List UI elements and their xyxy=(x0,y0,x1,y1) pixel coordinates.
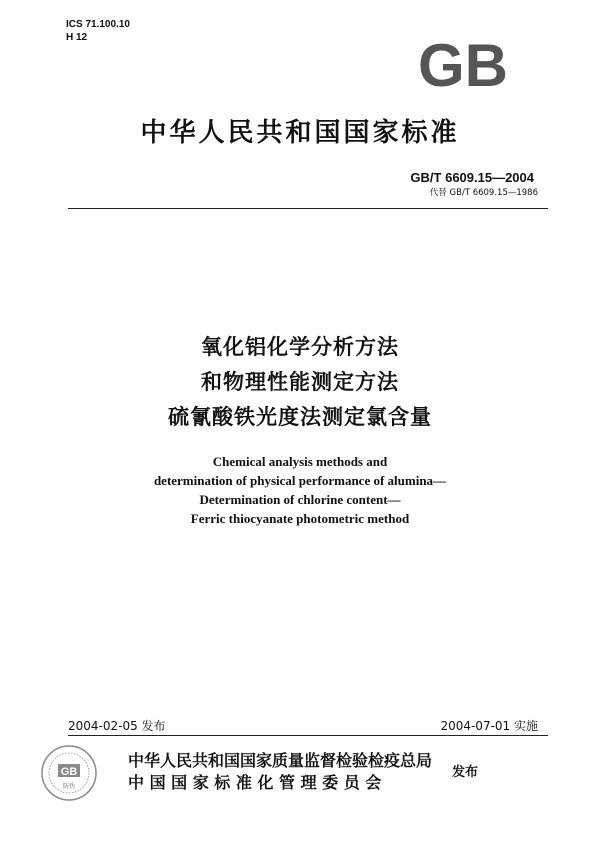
publish-label: 发布 xyxy=(452,765,479,780)
chinese-title-line: 氧化铝化学分析方法 xyxy=(201,335,399,359)
issuer-name: 中华人民共和国国家质量监督检验检疫总局 xyxy=(128,751,433,770)
issuing-authorities xyxy=(128,750,432,794)
english-title-line: Chemical analysis methods and xyxy=(212,454,388,469)
english-title-line: determination of physical performance of alumina— xyxy=(153,473,447,488)
ics-code: ICS 71.100.10 xyxy=(66,19,130,30)
seal-sub-text: 防伪 xyxy=(62,783,76,790)
classification-codes xyxy=(66,18,130,44)
implementation-date: 2004-07-01 实施 xyxy=(440,719,538,733)
standard-number: GB/T 6609.15—2004 xyxy=(410,170,534,185)
english-title-line: Ferric thiocyanate photometric method xyxy=(190,511,410,526)
chinese-title-line: 硫氰酸铁光度法测定氯含量 xyxy=(168,405,432,429)
seal-logo-text: GB xyxy=(60,766,78,778)
issue-date: 2004-02-05 发布 xyxy=(68,719,166,733)
english-title-line: Determination of chlorine content— xyxy=(199,492,401,507)
gb-logo xyxy=(404,36,522,92)
bottom-divider xyxy=(68,735,548,736)
chinese-title xyxy=(0,330,600,435)
ccs-code: H 12 xyxy=(66,32,88,43)
issuer-name: 中 国 国 家 标 准 化 管 理 委 员 会 xyxy=(128,773,382,792)
replaces-standard: 代替 GB/T 6609.15—1986 xyxy=(429,188,538,198)
anti-counterfeit-seal xyxy=(40,744,98,802)
chinese-title-line: 和物理性能测定方法 xyxy=(201,370,399,394)
english-title xyxy=(0,452,600,528)
national-standard-title: 中华人民共和国国家标准 xyxy=(140,118,460,148)
top-divider xyxy=(68,208,548,209)
gb-logo-text: GB xyxy=(418,36,508,92)
